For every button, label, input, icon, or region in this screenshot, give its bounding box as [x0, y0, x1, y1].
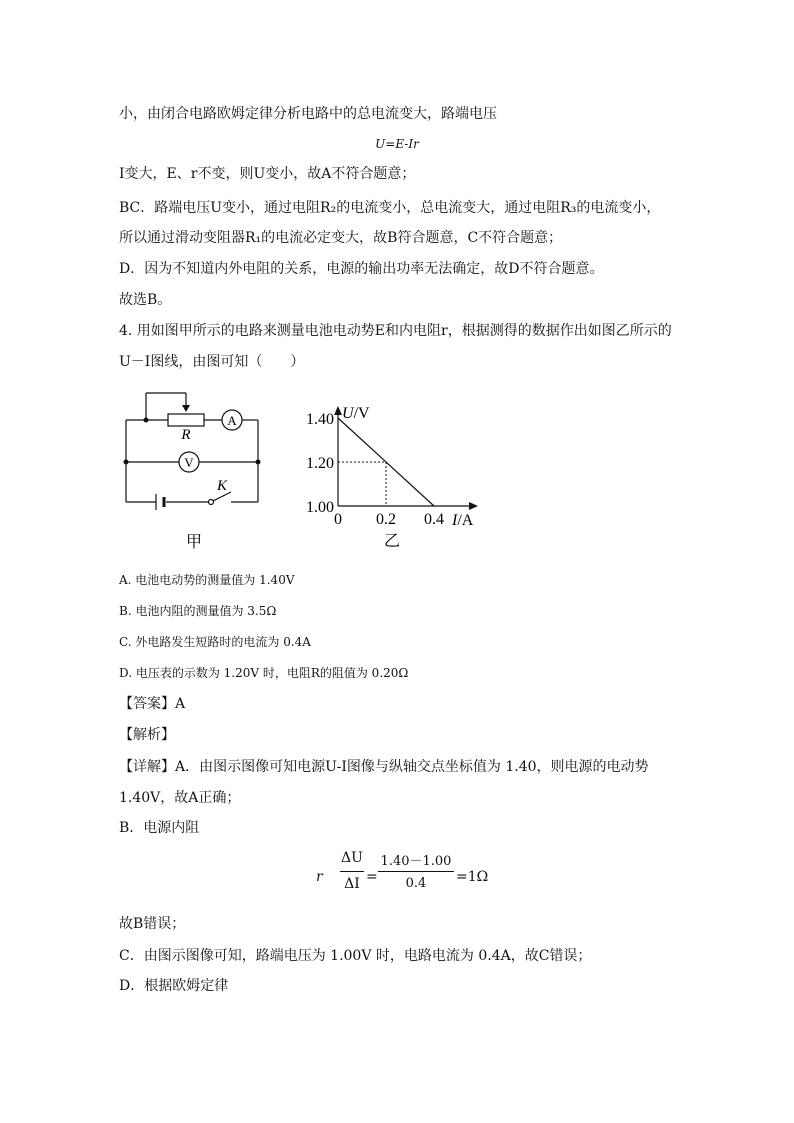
- y-tick-label: 1.40: [306, 411, 334, 428]
- text-line-7: 故选B。: [119, 292, 172, 308]
- ammeter-label: A: [227, 413, 237, 428]
- detail-c: C．由图示图像可知，路端电压为 1.00V 时，电路电流为 0.4A，故C错误；: [119, 948, 592, 964]
- question-4-stem-cont: U－I图线，由图可知（ ）: [119, 354, 305, 370]
- formula-equals: =: [366, 869, 378, 885]
- y-axis-label: U/V: [342, 405, 370, 422]
- resistor-label: R: [181, 427, 191, 443]
- question-4-stem: 4. 用如图甲所示的电路来测量电池电动势E和内电阻r，根据测得的数据作出如图乙所示的: [119, 323, 672, 339]
- text-line-3: I变大，E、r不变，则U变小，故A不符合题意；: [119, 166, 416, 182]
- answer-label: 【答案】A: [119, 696, 186, 712]
- b-wrong: 故B错误；: [119, 916, 186, 932]
- option-d: D. 电压表的示数为 1.20V 时，电阻R的阻值为 0.20Ω: [119, 666, 409, 680]
- fraction-bar: [378, 871, 454, 872]
- formula-u-e-ir: U=E-Ir: [375, 137, 419, 151]
- junction-dot: [124, 460, 129, 465]
- internal-resistance-formula: [316, 850, 489, 910]
- formula-denominator: 0.4: [405, 876, 427, 891]
- text-line-1: 小，由闭合电路欧姆定律分析电路中的总电流变大，路端电压: [119, 106, 497, 122]
- voltmeter-label: V: [184, 455, 194, 470]
- formula-delta-i: ΔI: [344, 876, 360, 892]
- x-tick-label: 0: [334, 511, 342, 528]
- junction-dot: [144, 418, 149, 423]
- detail-b: B．电源内阻: [119, 820, 200, 836]
- option-c: C. 外电路发生短路时的电流为 0.4A: [119, 635, 311, 649]
- switch-label: K: [216, 478, 228, 494]
- switch-contact: [209, 500, 214, 505]
- text-line-6: D．因为不知道内外电阻的关系，电源的输出功率无法确定，故D不符合题意。: [119, 261, 604, 277]
- formula-delta-u: ΔU: [341, 850, 363, 866]
- formula-result: =1Ω: [456, 869, 489, 885]
- circuit-diagram: [118, 382, 268, 552]
- slider-arrow-icon: [182, 405, 190, 412]
- fraction-bar: [340, 871, 364, 872]
- x-tick-label: 0.4: [424, 511, 444, 528]
- junction-dot: [256, 460, 261, 465]
- y-tick-label: 1.00: [306, 499, 334, 516]
- x-tick-label: 0.2: [376, 511, 396, 528]
- x-axis-arrow-icon: [469, 502, 478, 510]
- formula-r: r: [316, 869, 323, 885]
- y-tick-label: 1.20: [306, 455, 334, 472]
- x-axis-label: I/A: [452, 512, 474, 529]
- text-line-4: BC．路端电压U变小，通过电阻R₂的电流变小，总电流变大，通过电阻R₃的电流变小，: [119, 200, 661, 216]
- option-b: B. 电池内阻的测量值为 3.5Ω: [119, 604, 277, 618]
- figure-jia-caption: 甲: [185, 534, 203, 551]
- y-axis-arrow-icon: [334, 406, 342, 415]
- detail-line-1: 【详解】A．由图示图像可知电源U-I图像与纵轴交点坐标值为 1.40，则电源的电动势: [119, 759, 649, 775]
- rheostat-resistor: [168, 414, 204, 426]
- analysis-label: 【解析】: [119, 727, 175, 743]
- text-line-5: 所以通过滑动变阻器R₁的电流必定变大，故B符合题意，C不符合题意；: [119, 230, 563, 246]
- figure-yi-caption: 乙: [383, 533, 401, 550]
- ui-chart: [292, 398, 492, 556]
- detail-d: D．根据欧姆定律: [119, 978, 229, 994]
- detail-line-2: 1.40V，故A正确；: [119, 790, 241, 806]
- option-a: A. 电池电动势的测量值为 1.40V: [119, 573, 295, 587]
- formula-numerator: 1.40－1.00: [380, 854, 452, 869]
